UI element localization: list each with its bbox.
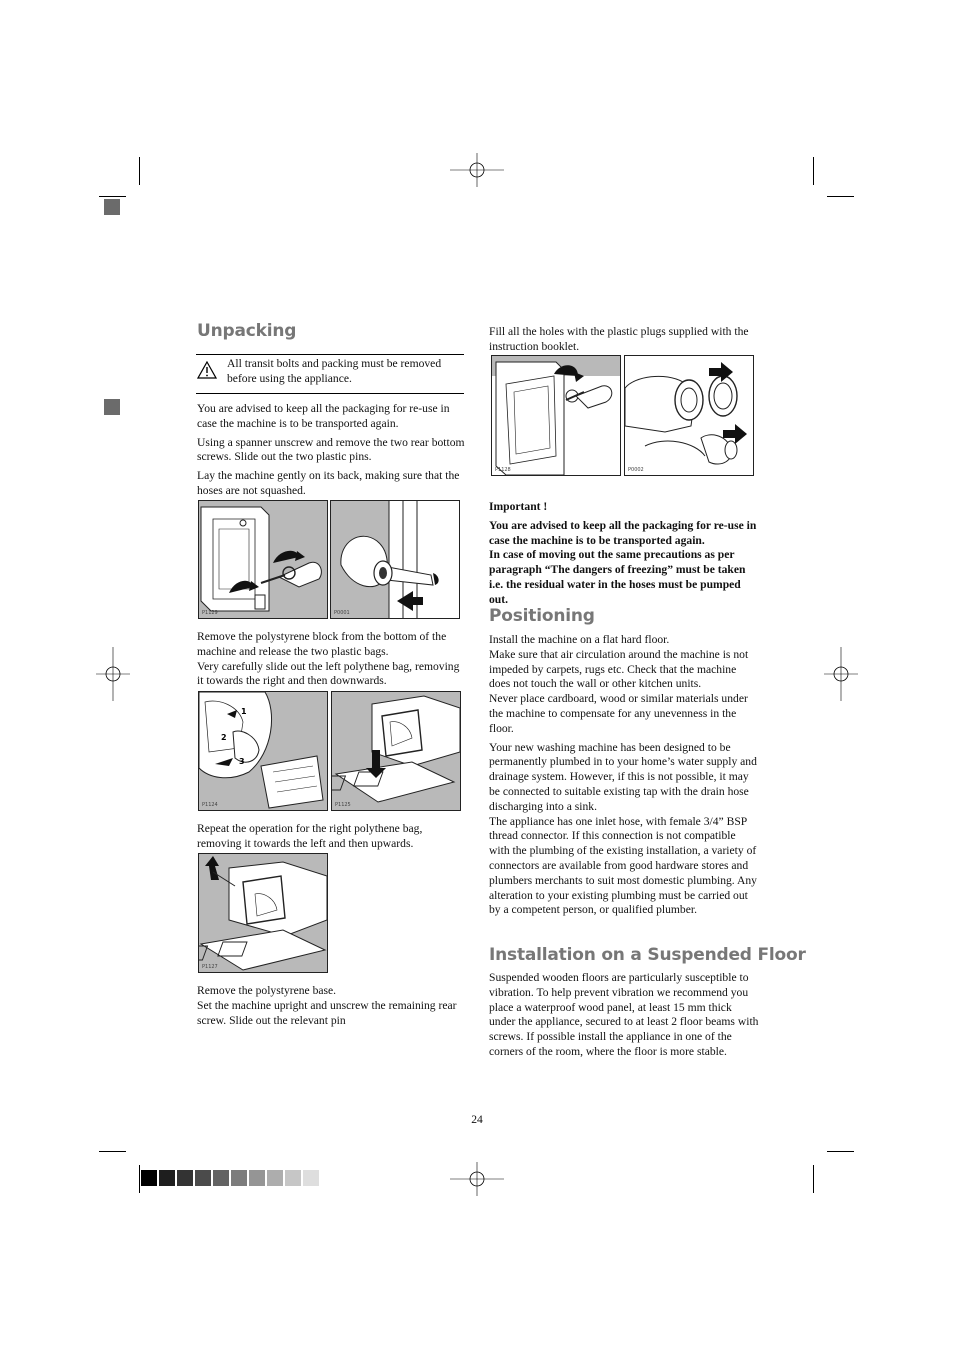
paragraph: Using a spanner unscrew and remove the two rear bottom screws. Slide out the two plastic pins.: [197, 435, 465, 464]
figure-code: P1129: [202, 610, 218, 616]
paragraph: Set the machine upright and unscrew the remaining rear screw. Slide out the relevant pin: [197, 998, 457, 1027]
illustration-fill-holes: [491, 355, 621, 476]
paragraph: Your new washing machine has been designed to be permanently plumbed in to your home’s water supply and drainage system. However, if this is not possible, it may be connected to suitable existing tap with the drain hose discharging into a sink.: [489, 740, 757, 813]
color-patch: [104, 199, 120, 215]
color-swatch: [141, 1170, 157, 1186]
color-swatch: [195, 1170, 211, 1186]
figure-code: P0002: [628, 467, 644, 473]
color-swatch: [249, 1170, 265, 1186]
paragraph: Suspended wooden floors are particularly susceptible to vibration. To help prevent vibration we recommend you place a waterproof wood panel, at least 15 mm thick under the appliance, secured to at least 2 floor beams with screws. If possible install the appliance in one of the corners of the room, where the floor is more stable.: [489, 971, 759, 1058]
paragraph: Lay the machine gently on its back, making sure that the hoses are not squashed.: [197, 469, 460, 497]
illustration-left-bag-down: [331, 691, 461, 811]
svg-text:3: 3: [239, 757, 245, 766]
registration-mark-icon: [450, 1152, 504, 1206]
important-text: You are advised to keep all the packaging for re-use in case the machine is to be transported again.: [489, 518, 757, 547]
important-text: In case of moving out the same precautions as per paragraph “The dangers of freezing” must be taken i.e. the residual water in the hoses must be pumped out.: [489, 548, 746, 606]
figure-code: P1127: [202, 964, 218, 970]
illustration-left-bag: [198, 691, 328, 811]
warning-text: All transit bolts and packing must be removed before using the appliance.: [227, 357, 442, 385]
crop-mark: [827, 1151, 854, 1152]
color-swatch: [213, 1170, 229, 1186]
important-label: Important !: [489, 500, 548, 513]
paragraph: You are advised to keep all the packaging for re-use in case the machine is to be transported again.: [197, 402, 450, 430]
paragraph: Fill all the holes with the plastic plugs supplied with the instruction booklet.: [489, 325, 749, 353]
color-swatch: [285, 1170, 301, 1186]
crop-mark: [99, 196, 126, 197]
illustration-right-bag: [198, 853, 328, 973]
warning-icon: [197, 361, 217, 379]
crop-mark: [827, 196, 854, 197]
color-swatch: [159, 1170, 175, 1186]
section-title-suspended-floor: Installation on a Suspended Floor: [489, 945, 806, 965]
svg-text:1: 1: [241, 707, 247, 716]
crop-mark: [139, 1165, 140, 1193]
color-swatch: [177, 1170, 193, 1186]
crop-mark: [813, 1165, 814, 1193]
paragraph: Make sure that air circulation around the machine is not impeded by carpets, rugs etc. Check that the machine does not touch the wall or other kitchen units.: [489, 647, 749, 691]
section-title-unpacking: Unpacking: [197, 321, 297, 341]
illustration-plugs: [624, 355, 754, 476]
color-swatch: [267, 1170, 283, 1186]
color-swatch: [303, 1170, 319, 1186]
page-number: 24: [471, 1113, 483, 1126]
illustration-rear-screws: [198, 500, 328, 619]
registration-mark-icon: [450, 143, 504, 197]
paragraph: Repeat the operation for the right polythene bag, removing it towards the left and then upwards.: [197, 822, 423, 850]
crop-mark: [813, 157, 814, 185]
paragraph: Install the machine on a flat hard floor.: [489, 633, 670, 646]
paragraph: Very carefully slide out the left polythene bag, removing it towards the right and then downwards.: [197, 659, 460, 688]
svg-text:2: 2: [221, 733, 227, 742]
paragraph: Remove the polystyrene base.: [197, 984, 337, 997]
registration-mark-icon: [814, 647, 868, 701]
figure-code: P1124: [202, 802, 218, 808]
illustration-pliers-pin: [330, 500, 460, 619]
color-patch: [104, 399, 120, 415]
crop-mark: [139, 157, 140, 185]
paragraph: Never place cardboard, wood or similar materials under the machine to compensate for any unevenness in the floor.: [489, 692, 748, 735]
crop-mark: [99, 1151, 126, 1152]
registration-mark-icon: [86, 647, 140, 701]
warning-box: [196, 354, 464, 394]
color-swatch: [231, 1170, 247, 1186]
section-title-positioning: Positioning: [489, 606, 595, 626]
color-bar: [141, 1170, 319, 1186]
paragraph: The appliance has one inlet hose, with female 3/4” BSP thread connector. If this connection is not compatible with the plumbing of the existing installation, a variety of connectors are available from good hardware stores and plumbers merchants to suit most domestic plumbing. Any alteration to your existing plumbing must be carried out by a competent person, or qualified plumber.: [489, 814, 757, 917]
figure-code: P1128: [495, 467, 511, 473]
figure-code: P0001: [334, 610, 350, 616]
paragraph: Remove the polystyrene block from the bottom of the machine and release the two plastic bags.: [197, 630, 447, 658]
figure-code: P1125: [335, 802, 351, 808]
